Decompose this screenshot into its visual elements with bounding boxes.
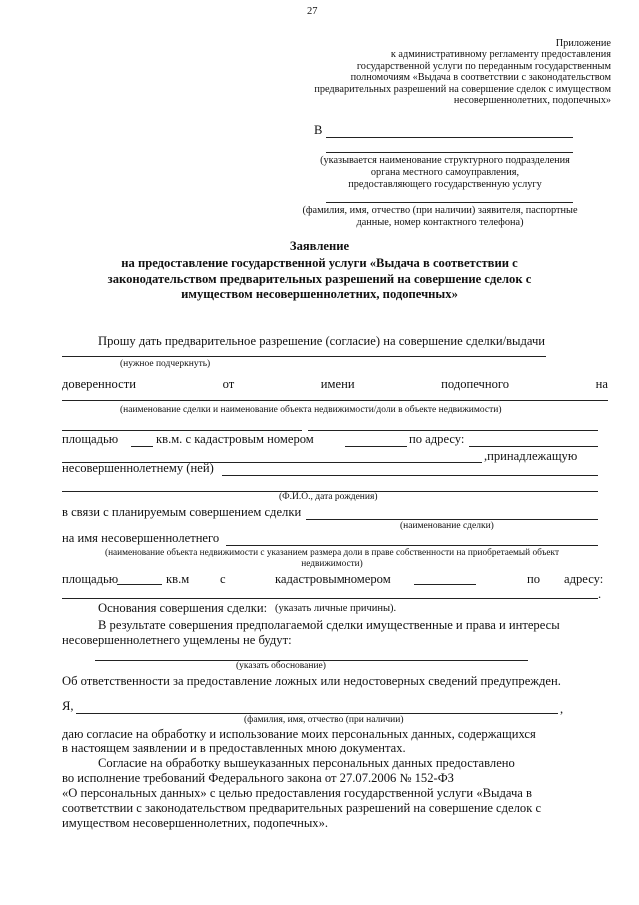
agreement-line-4: соответствии с законодательством предварительных разрешений на совершение сделок с <box>62 801 542 815</box>
deal-object-line-3[interactable] <box>308 430 598 431</box>
address-input[interactable] <box>469 446 598 447</box>
appendix-line: несовершеннолетних, подопечных» <box>453 95 611 107</box>
hint-reason: (указать обоснование) <box>236 661 326 671</box>
grounds-hint: (указать личные причины). <box>275 603 397 614</box>
appendix-line: Приложение <box>555 38 611 49</box>
planned-deal-label: в связи с планируемым совершением сделки <box>62 505 302 519</box>
area2-word: кв.м <box>166 572 190 586</box>
area2-word: номером <box>344 572 391 586</box>
hint-fio-birth: (Ф.И.О., дата рождения) <box>279 492 378 502</box>
area-input[interactable] <box>131 446 153 447</box>
hint-line: органа местного самоуправления, <box>370 167 520 178</box>
hint-fio: (фамилия, имя, отчество (при наличии) <box>244 715 404 725</box>
belonging-text: ,принадлежащую <box>484 449 578 463</box>
hint-line: (наименование объекта недвижимости с указанием размера доли в праве собственности на приобретаемый объект <box>104 548 560 558</box>
deal-object-line[interactable] <box>62 400 608 401</box>
agreement-line-1: Согласие на обработку вышеуказанных персональных данных предоставлено <box>98 756 515 770</box>
in-name-of-input[interactable] <box>226 545 598 546</box>
minor-input[interactable] <box>222 475 598 476</box>
subtitle-line: на предоставление государственной услуги «Выдача в соответствии с <box>121 256 518 270</box>
area2-word: кадастровым <box>275 572 345 586</box>
hint-property <box>62 548 602 570</box>
fio-comma: , <box>560 702 564 716</box>
deal-type-line[interactable] <box>62 356 546 357</box>
appendix-line: к административному регламенту предоставления <box>390 49 611 61</box>
cadastral2-input[interactable] <box>414 584 476 585</box>
addressee-line-2[interactable] <box>326 152 573 153</box>
address-label: по адресу: <box>409 432 465 446</box>
addressee-hint-1 <box>300 155 590 191</box>
proxy-word: от <box>222 377 235 391</box>
minor-label: несовершеннолетнему (ней) <box>62 461 214 475</box>
agreement-line-2: во исполнение требований Федерального закона от 27.07.2006 № 152-ФЗ <box>62 771 454 785</box>
hint-line: данные, номер контактного телефона) <box>356 217 524 228</box>
request-text: Прошу дать предварительное разрешение (согласие) на совершение сделки/выдачи <box>98 334 546 348</box>
cadastral-input[interactable] <box>345 446 407 447</box>
hint-deal-object: (наименование сделки и наименование объекта недвижимости/доли в объекте недвижимости) <box>120 405 502 415</box>
appendix-line: предварительных разрешений на совершение сделок с имуществом <box>314 83 611 95</box>
area-label: площадью <box>62 432 119 446</box>
area2-input[interactable] <box>117 584 162 585</box>
hint-line: (фамилия, имя, отчество (при наличии) заявителя, паспортные <box>302 205 578 216</box>
addressee-line-1[interactable] <box>326 137 573 138</box>
rights-text-1: В результате совершения предполагаемой сделки имущественные и права и интересы <box>98 618 560 632</box>
addressee-prefix: В <box>314 123 323 137</box>
subtitle-line: имуществом несовершеннолетних, подопечных» <box>181 287 458 302</box>
fio-input[interactable] <box>76 713 558 714</box>
in-name-of-label: на имя несовершеннолетнего <box>62 531 220 545</box>
applicant-line[interactable] <box>326 202 573 203</box>
proxy-word: доверенности <box>62 377 136 391</box>
document-title: Заявление <box>289 239 350 253</box>
area2-word: с <box>220 572 226 586</box>
area2-word: по <box>527 572 541 586</box>
planned-deal-input[interactable] <box>306 519 598 520</box>
i-label: Я, <box>62 699 74 713</box>
proxy-word: на <box>595 377 608 391</box>
consent-line-2: в настоящем заявлении и в предоставленных мною документах. <box>62 741 406 755</box>
hint-underline: (нужное подчеркнуть) <box>120 359 211 369</box>
appendix-block <box>314 38 611 106</box>
hint-line: недвижимости) <box>301 559 363 569</box>
document-subtitle <box>0 256 639 303</box>
address2-input[interactable] <box>62 598 598 599</box>
area2-word: площадью <box>62 572 119 586</box>
addressee-hint-2 <box>290 205 590 229</box>
proxy-word: имени <box>320 377 355 391</box>
area-unit: кв.м. с кадастровым номером <box>156 432 314 446</box>
consent-line-1: даю согласие на обработку и использование моих персональных данных, содержащихся <box>62 727 536 741</box>
appendix-line: полномочиям «Выдача в соответствии с законодательством <box>350 72 611 84</box>
hint-line: (указывается наименование структурного подразделения <box>320 155 570 166</box>
agreement-line-5: имуществом несовершеннолетних, подопечных». <box>62 816 329 830</box>
proxy-row <box>62 377 608 392</box>
hint-deal-name: (наименование сделки) <box>400 521 494 531</box>
proxy-word: подопечного <box>441 377 510 391</box>
subtitle-line: законодательством предварительных разрешений на совершение сделок с <box>107 271 532 286</box>
grounds-label: Основания совершения сделки: <box>98 601 268 615</box>
agreement-line-3: «О персональных данных» с целью предоставления государственной услуги «Выдача в <box>62 786 532 800</box>
hint-line: предоставляющего государственную услугу <box>348 179 542 190</box>
rights-text-2: несовершеннолетнего ущемлены не будут: <box>62 633 292 647</box>
page-number: 27 <box>307 6 318 17</box>
area2-word: адресу: <box>564 572 604 586</box>
deal-object-line-2[interactable] <box>62 430 302 431</box>
appendix-line: государственной услуги по переданным государственным <box>356 60 611 72</box>
responsibility-text: Об ответственности за предоставление ложных или недостоверных сведений предупрежден. <box>62 674 561 688</box>
address2-dot: . <box>598 587 602 601</box>
